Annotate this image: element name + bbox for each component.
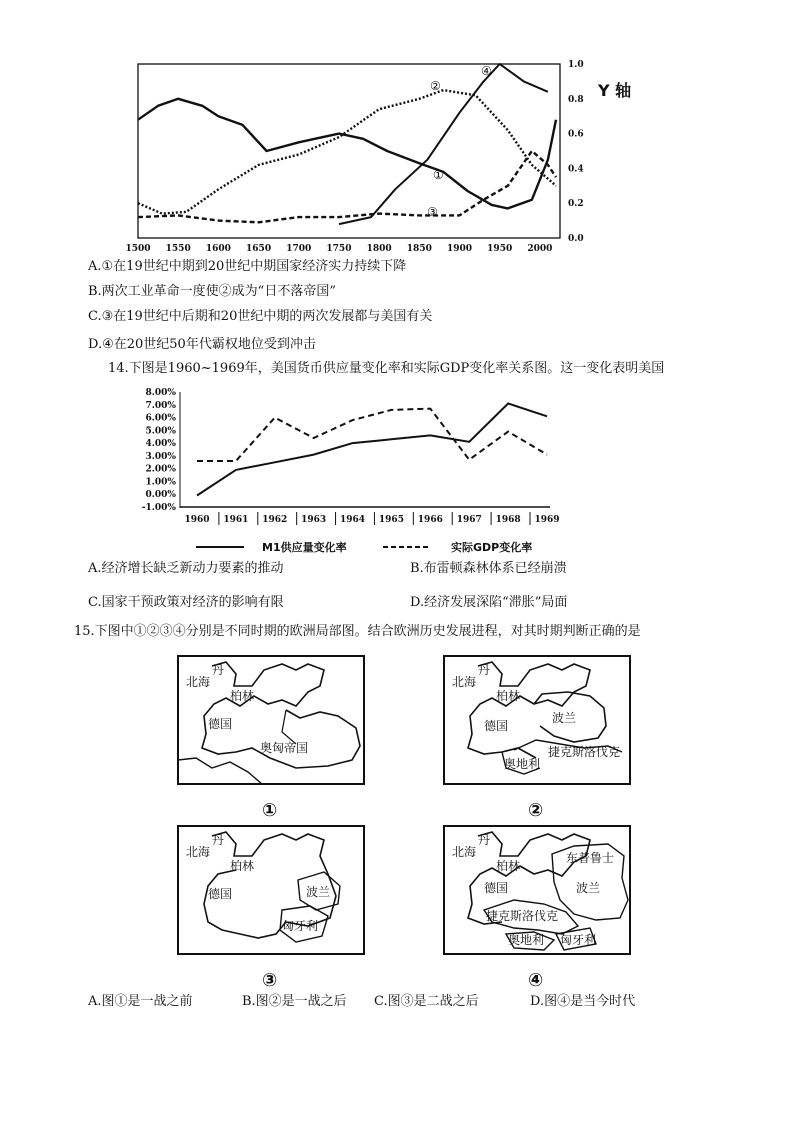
map-3-label: ③ — [262, 970, 278, 991]
svg-text:奥匈帝国: 奥匈帝国 — [260, 741, 309, 755]
x-tick-label: 1969 — [534, 515, 560, 525]
svg-text:捷克斯洛伐克: 捷克斯洛伐克 — [486, 909, 559, 923]
map-2 — [444, 656, 630, 784]
x-tick-label: 1650 — [246, 244, 272, 254]
y-tick-label: -1.00% — [141, 503, 176, 513]
map-1 — [178, 656, 364, 784]
q14-option-b: B.布雷顿森林体系已经崩溃 — [410, 561, 567, 576]
y-tick-label: 0.00% — [145, 490, 176, 501]
series-label-4: ④ — [481, 64, 492, 78]
svg-text:柏林: 柏林 — [230, 859, 255, 873]
x-tick-label: 1962 — [262, 515, 288, 525]
y-tick-label: 6.00% — [145, 413, 176, 424]
svg-text:匈牙利: 匈牙利 — [282, 919, 319, 933]
map-2-label: ② — [528, 800, 544, 821]
x-tick-label: 1500 — [125, 244, 151, 254]
map-3 — [178, 826, 364, 954]
svg-text:北海: 北海 — [186, 845, 211, 859]
x-tick-label: 1950 — [487, 244, 513, 254]
maps-figure — [0, 640, 793, 1020]
q15-option-a: A.图①是一战之前 — [88, 994, 193, 1009]
map-1-label: ① — [262, 800, 278, 821]
svg-text:丹: 丹 — [212, 663, 225, 677]
money-gdp-chart — [0, 380, 793, 580]
y-tick-label: 0.8 — [568, 94, 584, 105]
svg-text:东普鲁士: 东普鲁士 — [566, 851, 615, 865]
x-tick-label: 1965 — [378, 515, 404, 525]
y-tick-label: 0.0 — [568, 234, 584, 244]
svg-text:德国: 德国 — [484, 881, 509, 895]
svg-text:奥地利: 奥地利 — [504, 757, 541, 771]
series-label-3: ③ — [427, 205, 438, 219]
y-tick-label: 0.6 — [568, 129, 584, 140]
q14-option-a: A.经济增长缺乏新动力要素的推动 — [88, 561, 284, 576]
x-tick-label: 1900 — [446, 244, 473, 254]
svg-text:波兰: 波兰 — [306, 885, 331, 899]
q13-option-a: A.①在19世纪中期到20世纪中期国家经济实力持续下降 — [88, 259, 407, 274]
q15-option-d: D.图④是当今时代 — [530, 994, 636, 1009]
series-label-1: ① — [433, 168, 444, 182]
x-tick-label: 1961 — [223, 515, 249, 525]
series-line-1 — [197, 404, 547, 496]
y-tick-label: 2.00% — [145, 464, 176, 475]
x-tick-label: 1850 — [406, 244, 432, 254]
x-tick-label: 1964 — [340, 515, 366, 525]
x-tick-label: 1960 — [184, 515, 210, 525]
q13-option-b: B.两次工业革命一度使②成为“日不落帝国” — [88, 284, 336, 299]
q13-option-c: C.③在19世纪中后期和20世纪中期的两次发展都与美国有关 — [88, 309, 433, 324]
svg-text:北海: 北海 — [452, 675, 477, 689]
svg-text:北海: 北海 — [186, 675, 211, 689]
svg-text:德国: 德国 — [208, 717, 233, 731]
svg-text:丹: 丹 — [478, 833, 491, 847]
svg-text:丹: 丹 — [478, 663, 491, 677]
y-tick-label: 4.00% — [145, 439, 176, 450]
svg-text:波兰: 波兰 — [552, 711, 577, 725]
map-4 — [444, 826, 630, 954]
x-tick-label: 1967 — [456, 515, 482, 525]
q14-stem: 14.下图是1960~1969年，美国货币供应量变化率和实际GDP变化率关系图。这一变化表明美国 — [108, 361, 665, 376]
x-tick-label: 1550 — [165, 244, 191, 254]
q15-option-b: B.图②是一战之后 — [242, 994, 347, 1009]
y-tick-label: 0.2 — [568, 199, 584, 210]
svg-text:德国: 德国 — [484, 719, 509, 733]
x-tick-label: 2000 — [527, 244, 553, 254]
map-4-label: ④ — [528, 970, 544, 991]
legend-gdp: 实际GDP变化率 — [451, 541, 533, 554]
x-tick-label: 1600 — [205, 244, 231, 254]
series-line-4 — [339, 64, 548, 224]
x-tick-label: 1700 — [286, 244, 312, 254]
svg-text:德国: 德国 — [208, 887, 233, 901]
y-tick-label: 1.0 — [568, 60, 584, 70]
q15-option-c: C.图③是二战之后 — [374, 994, 479, 1009]
x-tick-label: 1963 — [301, 515, 327, 525]
svg-text:奥地利: 奥地利 — [508, 933, 545, 947]
q14-option-d: D.经济发展深陷“滞胀”局面 — [410, 595, 568, 610]
y-tick-label: 8.00% — [145, 388, 176, 398]
series-label-2: ② — [430, 79, 441, 93]
x-tick-label: 1968 — [495, 515, 521, 525]
svg-text:柏林: 柏林 — [496, 689, 521, 703]
y-tick-label: 7.00% — [145, 400, 176, 411]
x-tick-label: 1750 — [326, 244, 352, 254]
svg-text:柏林: 柏林 — [496, 859, 521, 873]
world-power-chart — [0, 0, 793, 260]
y-tick-label: 0.4 — [568, 164, 584, 175]
legend-m1: M1供应量变化率 — [262, 541, 347, 554]
series-line-3 — [138, 151, 556, 222]
y-axis-label: Y 轴 — [598, 81, 632, 100]
y-tick-label: 5.00% — [145, 426, 176, 437]
x-tick-label: 1966 — [417, 515, 443, 525]
q13-option-d: D.④在20世纪50年代霸权地位受到冲击 — [88, 337, 316, 352]
svg-text:捷克斯洛伐克: 捷克斯洛伐克 — [548, 745, 621, 759]
q14-option-c: C.国家干预政策对经济的影响有限 — [88, 595, 284, 610]
svg-text:北海: 北海 — [452, 845, 477, 859]
y-tick-label: 3.00% — [145, 451, 176, 462]
q15-stem: 15.下图中①②③④分别是不同时期的欧洲局部图。结合欧洲历史发展进程，对其时期判断正确的是 — [74, 624, 641, 639]
svg-text:波兰: 波兰 — [576, 881, 601, 895]
svg-text:丹: 丹 — [212, 833, 225, 847]
svg-text:柏林: 柏林 — [230, 689, 255, 703]
x-tick-label: 1800 — [366, 244, 392, 254]
svg-text:匈牙利: 匈牙利 — [560, 933, 597, 947]
y-tick-label: 1.00% — [145, 477, 176, 488]
